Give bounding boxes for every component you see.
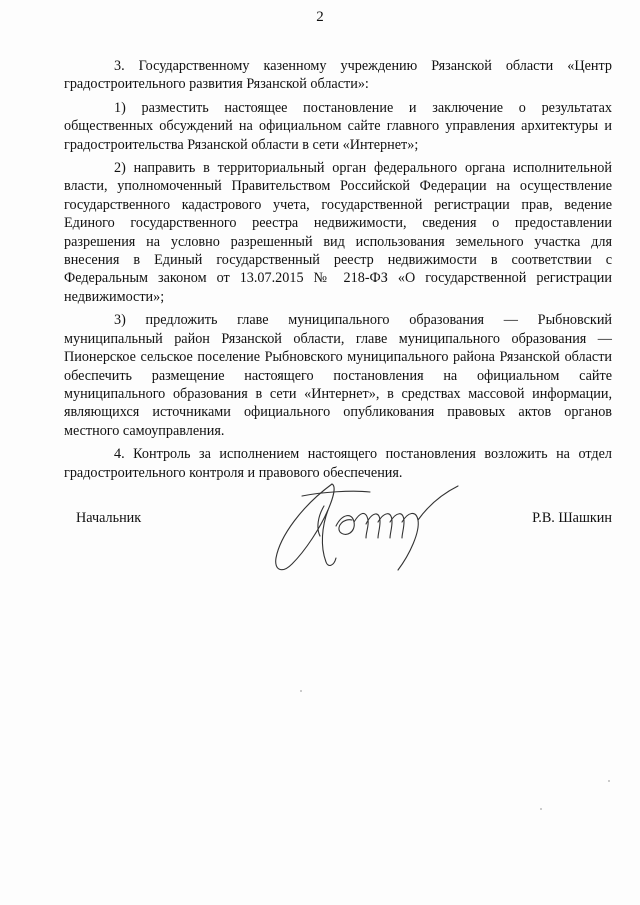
subparagraph-3: 3) предложить главе муниципального образования — Рыбновский муниципальный район Рязанской области, главе муниципального образования — Пионерское сельское поселение Рыбновского муниципального района Рязанской области обеспечить размещение настоящего постановления на официальном сайте муниципального образования в сети «Интернет», в средствах массовой информации, являющихся источниками официального опубликования правовых актов органов местного самоуправления. [64, 312, 612, 439]
document-body [64, 57, 612, 487]
scan-speck [608, 780, 610, 782]
signer-name: Р.В. Шашкин [532, 510, 612, 526]
paragraph-item-4: 4. Контроль за исполнением настоящего постановления возложить на отдел градостроительного контроля и правового обеспечения. [64, 446, 612, 481]
signature-block [64, 510, 612, 532]
subparagraph-2: 2) направить в территориальный орган федерального органа исполнительной власти, уполномоченный Правительством Российской Федерации на осуществление государственного кадастрового учета, государственной регистрации прав, ведение Единого государственного реестра недвижимости, сведения о предоставлении разрешения на условно разрешенный вид использования земельного участка для внесения в Единый государственный реестр недвижимости в соответствии с Федеральным законом от 13.07.2015 № 218-ФЗ «О государственной регистрации недвижимости»; [64, 160, 612, 305]
scan-speck [540, 808, 542, 810]
paragraph-item-3: 3. Государственному казенному учреждению Рязанской области «Центр градостроительного развития Рязанской области»: [64, 58, 612, 93]
subparagraph-1: 1) разместить настоящее постановление и заключение о результатах общественных обсуждений на официальном сайте главного управления архитектуры и градостроительства Рязанской области в сети «Интернет»; [64, 99, 612, 153]
page-number: 2 [316, 9, 324, 25]
scan-speck [300, 690, 302, 692]
signer-position: Начальник [76, 510, 142, 526]
